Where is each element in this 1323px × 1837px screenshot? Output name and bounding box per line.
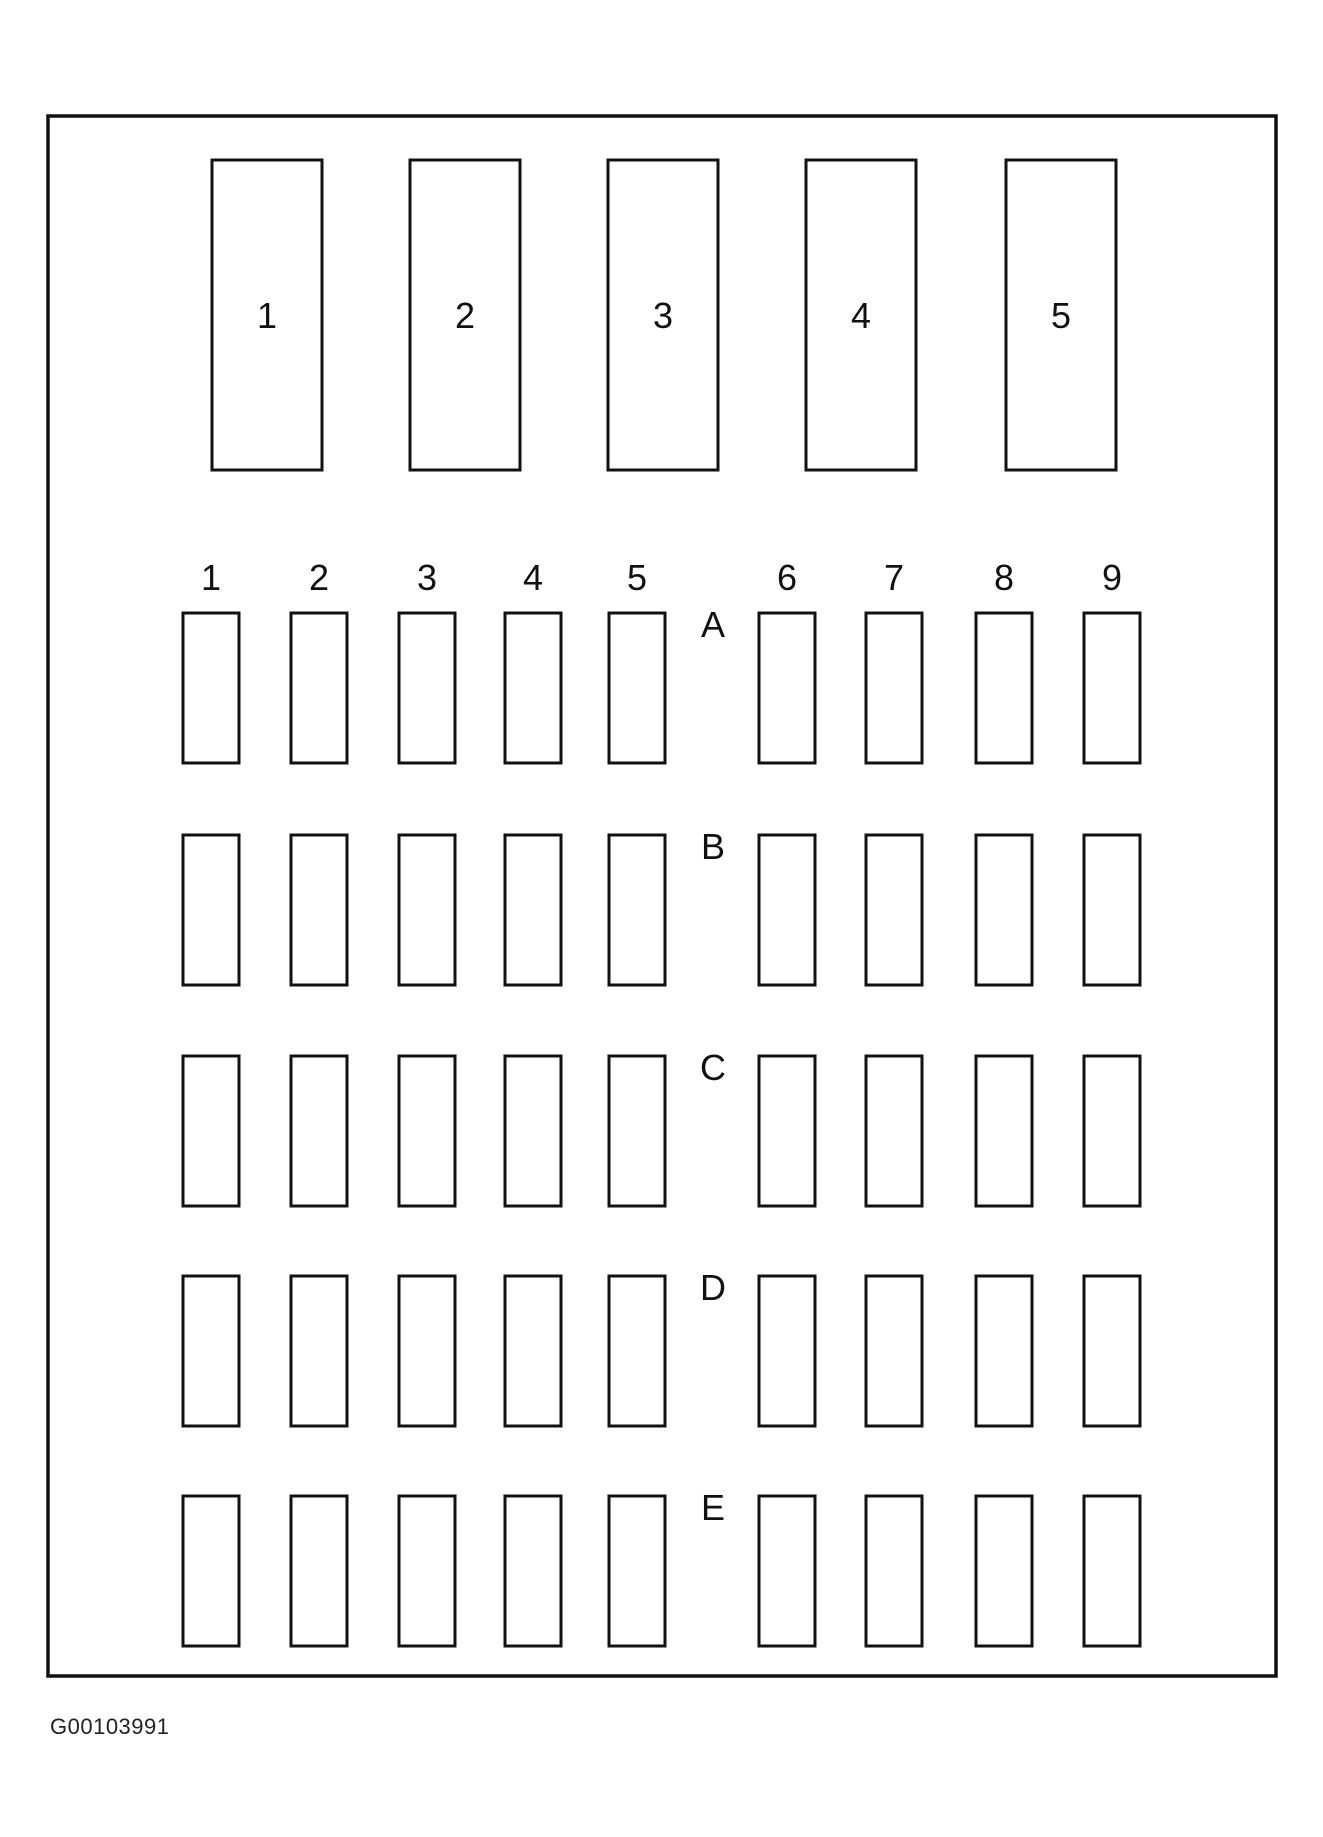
fuse-slot-d3 [399, 1276, 455, 1426]
fuse-slot-e9 [1084, 1496, 1140, 1646]
column-label-8: 8 [993, 557, 1015, 598]
fuse-slot-c4 [505, 1056, 561, 1206]
fuse-slot-d9 [1084, 1276, 1140, 1426]
fuse-slot-c8 [976, 1056, 1032, 1206]
column-label-9: 9 [1101, 557, 1123, 598]
fuse-slot-c6 [759, 1056, 815, 1206]
fuse-slot-b9 [1084, 835, 1140, 985]
row-label-d: D [700, 1267, 726, 1308]
column-label-6: 6 [776, 557, 798, 598]
fuse-slot-d8 [976, 1276, 1032, 1426]
fuse-slot-e6 [759, 1496, 815, 1646]
fuse-slot-a6 [759, 613, 815, 763]
row-label-b: B [700, 826, 726, 867]
fuse-slot-b7 [866, 835, 922, 985]
relay-label: 5 [1050, 295, 1072, 336]
fuse-slot-a5 [609, 613, 665, 763]
fuse-slot-d1 [183, 1276, 239, 1426]
column-label-4: 4 [522, 557, 544, 598]
fuse-slot-c2 [291, 1056, 347, 1206]
fuse-slot-c3 [399, 1056, 455, 1206]
fuse-slot-e3 [399, 1496, 455, 1646]
row-labels [700, 604, 726, 1528]
fuse-slot-e5 [609, 1496, 665, 1646]
figure-code: G00103991 [50, 1714, 170, 1739]
fuse-slot-b8 [976, 835, 1032, 985]
fuse-slot-e8 [976, 1496, 1032, 1646]
column-label-5: 5 [626, 557, 648, 598]
relay-label: 2 [454, 295, 476, 336]
relay-label: 1 [256, 295, 278, 336]
fuse-slot-b6 [759, 835, 815, 985]
fuse-slot-d2 [291, 1276, 347, 1426]
fuse-slot-c9 [1084, 1056, 1140, 1206]
fuse-slot-c7 [866, 1056, 922, 1206]
column-label-1: 1 [200, 557, 222, 598]
fuse-slot-a4 [505, 613, 561, 763]
fuse-slot-d4 [505, 1276, 561, 1426]
column-label-2: 2 [308, 557, 330, 598]
relay-label: 4 [850, 295, 872, 336]
fuse-slot-b5 [609, 835, 665, 985]
fuse-slot-d5 [609, 1276, 665, 1426]
column-label-7: 7 [883, 557, 905, 598]
fuse-slot-e2 [291, 1496, 347, 1646]
row-label-a: A [700, 604, 726, 645]
fuse-slot-b2 [291, 835, 347, 985]
relay-label: 3 [652, 295, 674, 336]
fuse-slot-c1 [183, 1056, 239, 1206]
row-label-e: E [700, 1487, 726, 1528]
column-labels [201, 557, 1122, 598]
fuse-slot-e7 [866, 1496, 922, 1646]
fuse-slot-a1 [183, 613, 239, 763]
fuse-slot-d6 [759, 1276, 815, 1426]
fuse-slot-a9 [1084, 613, 1140, 763]
fuse-slot-a3 [399, 613, 455, 763]
fuse-slot-b1 [183, 835, 239, 985]
fuse-slot-a2 [291, 613, 347, 763]
fuse-slot-e1 [183, 1496, 239, 1646]
fuse-slot-d7 [866, 1276, 922, 1426]
relay-group [212, 160, 1116, 470]
row-label-c: C [700, 1047, 726, 1088]
fuse-slot-e4 [505, 1496, 561, 1646]
fuse-slot-grid [183, 613, 1140, 1646]
fuse-slot-a8 [976, 613, 1032, 763]
fuse-slot-b3 [399, 835, 455, 985]
column-label-3: 3 [416, 557, 438, 598]
fuse-slot-a7 [866, 613, 922, 763]
fuse-slot-c5 [609, 1056, 665, 1206]
fuse-slot-b4 [505, 835, 561, 985]
